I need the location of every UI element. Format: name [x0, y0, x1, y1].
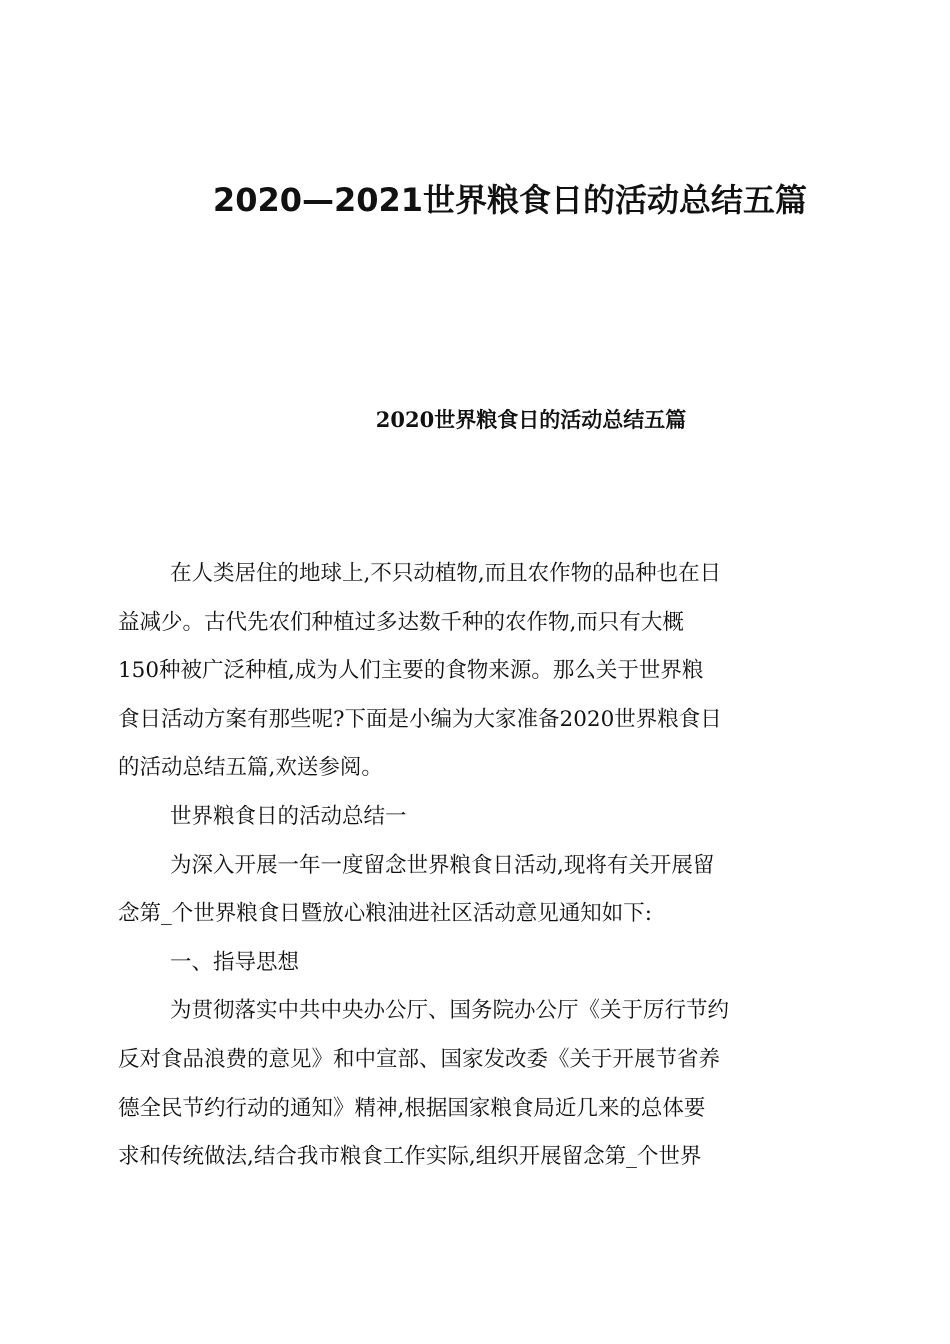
body-line: 在人类居住的地球上,不只动植物,而且农作物的品种也在日 — [170, 561, 722, 586]
body-line: 求和传统做法,结合我市粮食工作实际,组织开展留念第_个世界 — [118, 1144, 702, 1170]
body-line: 德全民节约行动的通知》精神,根据国家粮食局近几来的总体要 — [118, 1095, 706, 1121]
section-heading: 一、指导思想 — [170, 949, 300, 975]
body-line: 反对食品浪费的意见》和中宣部、国家发改委《关于开展节省养 — [118, 1046, 721, 1072]
body-line: 念第_个世界粮食日暨放心粮油进社区活动意见通知如下: — [118, 901, 652, 927]
body-line: 的活动总结五篇,欢送参阅。 — [118, 755, 383, 781]
document-body — [118, 550, 833, 1182]
main-title: 2020—2021世界粮食日的活动总结五篇 — [212, 181, 808, 219]
sub-title: 2020世界粮食日的活动总结五篇 — [375, 407, 687, 432]
body-line: 食日活动方案有那些呢?下面是小编为大家准备2020世界粮食日 — [118, 706, 722, 732]
body-line: 150种被广泛种植,成为人们主要的食物来源。那么关于世界粮 — [118, 658, 704, 684]
body-line: 为贯彻落实中共中央办公厅、国务院办公厅《关于厉行节约 — [170, 998, 730, 1024]
body-line: 益减少。古代先农们种植过多达数千种的农作物,而只有大概 — [118, 609, 684, 635]
body-line: 为深入开展一年一度留念世界粮食日活动,现将有关开展留 — [170, 852, 715, 878]
section-heading: 世界粮食日的活动总结一 — [170, 803, 407, 829]
